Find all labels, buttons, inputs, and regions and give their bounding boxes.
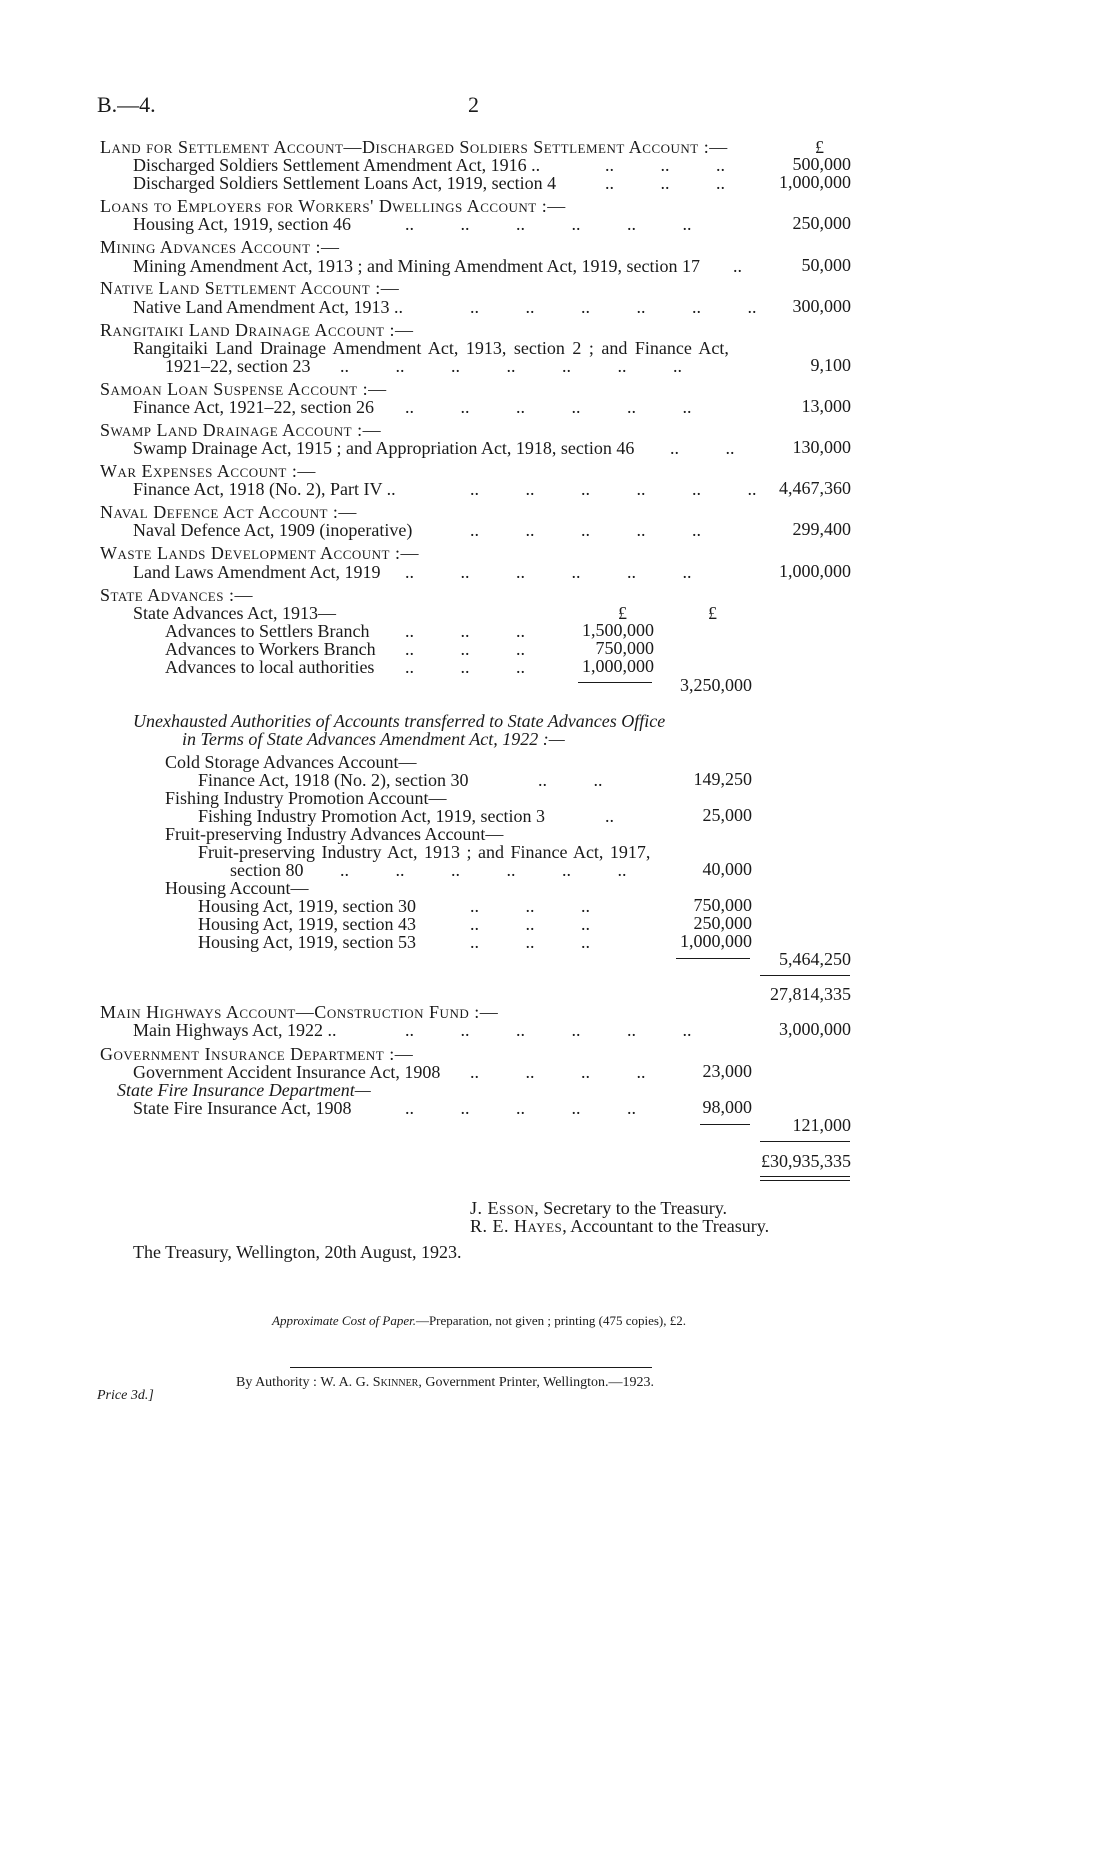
amount: 300,000 bbox=[792, 296, 851, 316]
act-line: Discharged Soldiers Settlement Loans Act, 1919, section 4 bbox=[133, 173, 557, 193]
leader-dots: .. bbox=[733, 256, 742, 276]
page-number: 2 bbox=[468, 92, 479, 117]
double-rule bbox=[760, 1176, 850, 1177]
act-line: Rangitaiki Land Drainage Amendment Act, 1913, section 2 ; and Finance Act, bbox=[133, 338, 729, 358]
act-line: Mining Amendment Act, 1913 ; and Mining Amendment Act, 1919, section 17 bbox=[133, 256, 700, 276]
leader-dots: .. .. .. bbox=[470, 896, 590, 916]
cost-note-label: Approximate Cost of Paper. bbox=[272, 1313, 416, 1328]
amount: 750,000 bbox=[693, 895, 752, 915]
leader-dots: .. .. bbox=[538, 770, 603, 790]
authority-prefix: By Authority : bbox=[236, 1375, 317, 1390]
amount: 40,000 bbox=[702, 859, 752, 879]
leader-dots: .. .. .. .. .. .. bbox=[470, 479, 757, 499]
act-line: Housing Act, 1919, section 30 bbox=[198, 896, 416, 916]
amount: 500,000 bbox=[792, 154, 851, 174]
leader-dots: .. .. .. .. .. .. .. bbox=[340, 356, 682, 376]
sub-account: Fruit-preserving Industry Advances Account— bbox=[165, 824, 504, 844]
leader-dots: .. .. .. bbox=[405, 639, 525, 659]
account-heading: Waste Lands Development Account :— bbox=[100, 543, 419, 563]
unexhausted-heading: in Terms of State Advances Amendment Act, 1922 :— bbox=[182, 729, 565, 749]
leader-dots: .. .. .. bbox=[470, 914, 590, 934]
sub-account: Cold Storage Advances Account— bbox=[165, 752, 417, 772]
act-line: Naval Defence Act, 1909 (inoperative) bbox=[133, 520, 413, 540]
running-total: 27,814,335 bbox=[770, 984, 851, 1004]
amount: 50,000 bbox=[801, 255, 851, 275]
authority-printer: W. A. G. Skinner bbox=[320, 1375, 419, 1390]
signatory-title: , Secretary to the Treasury. bbox=[534, 1198, 728, 1218]
account-heading: Samoan Loan Suspense Account :— bbox=[100, 379, 387, 399]
account-heading: Naval Defence Act Account :— bbox=[100, 502, 357, 522]
act-line: Native Land Amendment Act, 1913 .. bbox=[133, 297, 403, 317]
act-line: Housing Act, 1919, section 53 bbox=[198, 932, 416, 952]
act-line: 1921–22, section 23 bbox=[165, 356, 311, 376]
advance-item: Advances to Workers Branch bbox=[165, 639, 376, 659]
total-rule bbox=[760, 1141, 850, 1142]
act-line: Fishing Industry Promotion Act, 1919, section 3 bbox=[198, 806, 546, 826]
leader-dots: .. .. .. .. .. .. bbox=[405, 214, 692, 234]
act-line: Finance Act, 1918 (No. 2), Part IV .. bbox=[133, 479, 396, 499]
amount: 1,000,000 bbox=[779, 172, 851, 192]
subtotal: 5,464,250 bbox=[779, 949, 851, 969]
act-line: Discharged Soldiers Settlement Amendment Act, 1916 .. bbox=[133, 155, 541, 175]
account-heading: Native Land Settlement Account :— bbox=[100, 278, 400, 298]
act-line: Main Highways Act, 1922 .. bbox=[133, 1020, 337, 1040]
act-line: Finance Act, 1921–22, section 26 bbox=[133, 397, 374, 417]
account-heading: Main Highways Account—Construction Fund :— bbox=[100, 1002, 499, 1022]
amount: 250,000 bbox=[792, 213, 851, 233]
leader-dots: .. .. .. .. .. bbox=[470, 520, 701, 540]
subtotal: 3,250,000 bbox=[680, 675, 752, 695]
authority-line bbox=[236, 1375, 654, 1391]
sub-account: Fishing Industry Promotion Account— bbox=[165, 788, 447, 808]
signatory-title: , Accountant to the Treasury. bbox=[562, 1216, 770, 1236]
subtotal-rule bbox=[676, 958, 750, 959]
amount: 750,000 bbox=[595, 638, 654, 658]
price: Price 3d.] bbox=[97, 1388, 154, 1403]
grand-total: £30,935,335 bbox=[761, 1151, 851, 1171]
amount: 3,000,000 bbox=[779, 1019, 851, 1039]
account-heading: War Expenses Account :— bbox=[100, 461, 316, 481]
signature bbox=[470, 1215, 769, 1237]
leader-dots: .. .. .. .. .. .. bbox=[340, 860, 627, 880]
account-heading: Loans to Employers for Workers' Dwellings Account :— bbox=[100, 196, 566, 216]
cost-note-text: —Preparation, not given ; printing (475 copies), £2. bbox=[415, 1313, 687, 1328]
leader-dots: .. .. bbox=[670, 438, 735, 458]
unexhausted-heading: Unexhausted Authorities of Accounts transferred to State Advances Office bbox=[133, 711, 666, 731]
currency-header: £ bbox=[815, 137, 824, 157]
footer-rule bbox=[290, 1367, 652, 1368]
amount: 23,000 bbox=[702, 1061, 752, 1081]
act-line: Housing Act, 1919, section 43 bbox=[198, 914, 416, 934]
sub-account: Housing Account— bbox=[165, 878, 309, 898]
advance-item: Advances to local authorities bbox=[165, 657, 375, 677]
sub-account: State Fire Insurance Department— bbox=[117, 1080, 371, 1100]
act-line: section 80 bbox=[230, 860, 304, 880]
total-rule bbox=[760, 975, 850, 976]
leader-dots: .. .. .. bbox=[470, 932, 590, 952]
amount: 13,000 bbox=[801, 396, 851, 416]
currency-header: £ bbox=[618, 603, 627, 623]
amount: 1,000,000 bbox=[680, 931, 752, 951]
act-line: Fruit-preserving Industry Act, 1913 ; and Finance Act, 1917, bbox=[198, 842, 651, 862]
amount: 25,000 bbox=[702, 805, 752, 825]
leader-dots: .. .. .. .. bbox=[470, 1062, 646, 1082]
amount: 250,000 bbox=[693, 913, 752, 933]
currency-header: £ bbox=[708, 603, 717, 623]
leader-dots: .. .. .. .. .. .. bbox=[405, 397, 692, 417]
act-line: State Fire Insurance Act, 1908 bbox=[133, 1098, 352, 1118]
leader-dots: .. .. .. bbox=[605, 173, 725, 193]
amount: 98,000 bbox=[702, 1097, 752, 1117]
leader-dots: .. .. .. .. .. bbox=[405, 1098, 636, 1118]
account-heading: State Advances :— bbox=[100, 585, 253, 605]
leader-dots: .. .. .. .. .. .. bbox=[405, 562, 692, 582]
act-line: Swamp Drainage Act, 1915 ; and Appropriation Act, 1918, section 46 bbox=[133, 438, 635, 458]
place-date: The Treasury, Wellington, 20th August, 1923. bbox=[133, 1242, 462, 1262]
leader-dots: .. .. .. bbox=[405, 657, 525, 677]
leader-dots: .. .. .. bbox=[405, 621, 525, 641]
amount: 1,000,000 bbox=[779, 561, 851, 581]
subtotal: 121,000 bbox=[792, 1115, 851, 1135]
act-line: Housing Act, 1919, section 46 bbox=[133, 214, 351, 234]
subtotal-rule bbox=[578, 682, 652, 683]
leader-dots: .. .. .. .. .. .. bbox=[470, 297, 757, 317]
account-heading: Rangitaiki Land Drainage Account :— bbox=[100, 320, 414, 340]
amount: 4,467,360 bbox=[779, 478, 851, 498]
act-line: Finance Act, 1918 (No. 2), section 30 bbox=[198, 770, 469, 790]
amount: 1,500,000 bbox=[582, 620, 654, 640]
authority-suffix: , Government Printer, Wellington.—1923. bbox=[418, 1375, 654, 1390]
act-line: Government Accident Insurance Act, 1908 bbox=[133, 1062, 441, 1082]
cost-note bbox=[272, 1313, 686, 1329]
account-heading: Government Insurance Department :— bbox=[100, 1044, 414, 1064]
advance-item: Advances to Settlers Branch bbox=[165, 621, 370, 641]
act-line: State Advances Act, 1913— bbox=[133, 603, 336, 623]
subtotal-rule bbox=[700, 1124, 750, 1125]
amount: 1,000,000 bbox=[582, 656, 654, 676]
leader-dots: .. bbox=[605, 806, 614, 826]
leader-dots: .. .. .. bbox=[605, 155, 725, 175]
act-line: Land Laws Amendment Act, 1919 bbox=[133, 562, 381, 582]
account-heading: Mining Advances Account :— bbox=[100, 237, 340, 257]
signatory-name: R. E. Hayes bbox=[470, 1216, 563, 1236]
leader-dots: .. .. .. .. .. .. bbox=[405, 1020, 692, 1040]
signatory-name: J. Esson bbox=[470, 1198, 535, 1218]
account-heading: Land for Settlement Account—Discharged Soldiers Settlement Account :— bbox=[100, 137, 728, 157]
amount: 149,250 bbox=[693, 769, 752, 789]
account-heading: Swamp Land Drainage Account :— bbox=[100, 420, 382, 440]
amount: 9,100 bbox=[810, 355, 851, 375]
amount: 299,400 bbox=[792, 519, 851, 539]
document-ref: B.—4. bbox=[97, 92, 156, 117]
double-rule bbox=[760, 1180, 850, 1181]
amount: 130,000 bbox=[792, 437, 851, 457]
